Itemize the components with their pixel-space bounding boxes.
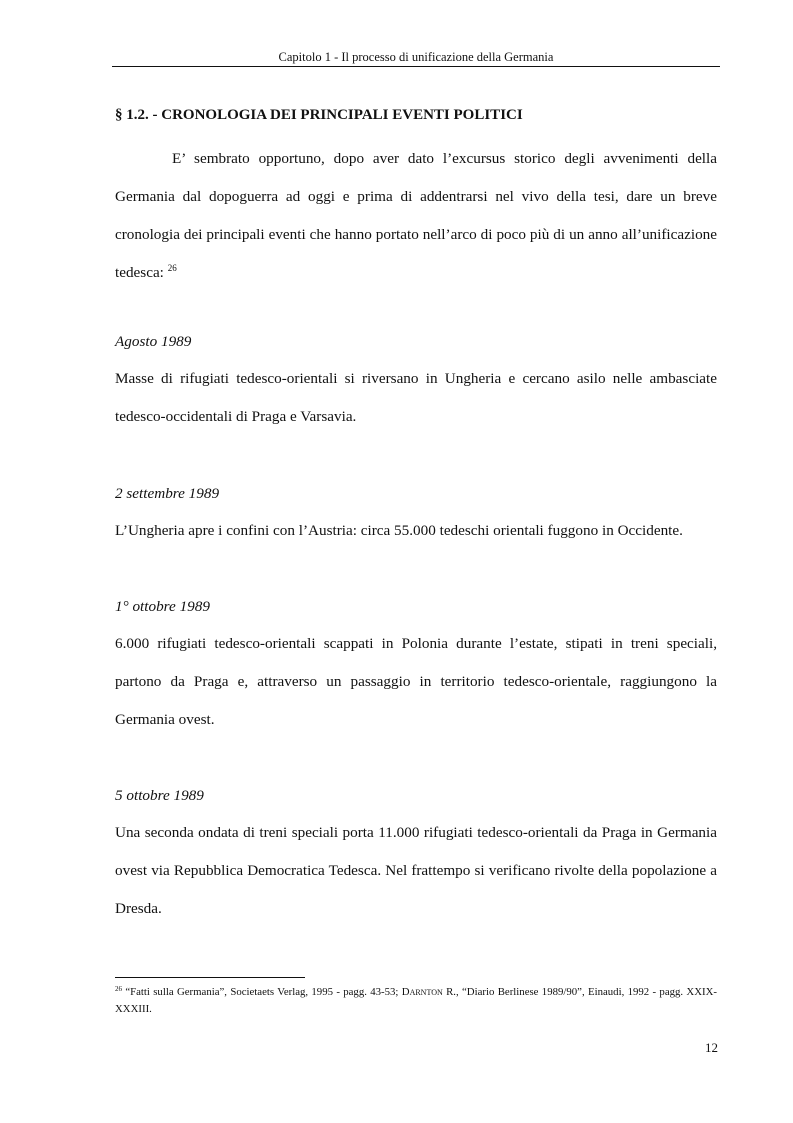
footnote-separator: [115, 977, 305, 978]
event-text: 6.000 rifugiati tedesco-orientali scappati in Polonia durante l’estate, stipati in treni speciali, partono da Praga e, attraverso un passaggio in territorio tedesco-orientale, raggiungono la Germania ovest.: [115, 635, 717, 728]
intro-text: E’ sembrato opportuno, dopo aver dato l’excursus storico degli avvenimenti della Germania dal dopoguerra ad oggi e prima di addentrarsi nel vivo della tesi, dare un breve cronologia dei principali eventi che hanno portato nell’arco di poco più di un anno all’unificazione tedesca:: [115, 150, 717, 281]
footnote: [115, 984, 717, 1018]
section-title: § 1.2. - CRONOLOGIA DEI PRINCIPALI EVENTI POLITICI: [115, 107, 523, 123]
event-text: Una seconda ondata di treni speciali porta 11.000 rifugiati tedesco-orientali da Praga in Germania ovest via Repubblica Democratica Tedesca. Nel frattempo si verificano rivolte della popolazione a Dresda.: [115, 824, 717, 917]
header-rule: [112, 66, 720, 67]
event-date: 2 settembre 1989: [115, 485, 220, 502]
footnote-reference[interactable]: 26: [167, 263, 177, 273]
footnote-author: Darnton: [401, 986, 443, 998]
footnote-source-continued: R., “Diario Berlinese 1989/90”, Einaudi, 1992 - pagg. XXIX-XXXIII.: [115, 986, 718, 1015]
footnote-number: 26: [115, 985, 122, 993]
running-header: Capitolo 1 - Il processo di unificazione della Germania: [278, 50, 554, 64]
page-number: 12: [705, 1040, 718, 1055]
event-text: Masse di rifugiati tedesco-orientali si riversano in Ungheria e cercano asilo nelle ambasciate tedesco-occidentali di Praga e Varsavia.: [115, 370, 717, 425]
footnote-source: “Fatti sulla Germania”, Societaets Verlag, 1995 - pagg. 43-53;: [125, 986, 399, 998]
event-date: 5 ottobre 1989: [115, 787, 204, 804]
intro-paragraph: [115, 140, 717, 292]
event-date: 1° ottobre 1989: [115, 598, 210, 615]
event-date: Agosto 1989: [115, 333, 192, 350]
event-text: L’Ungheria apre i confini con l’Austria: circa 55.000 tedeschi orientali fuggono in Occidente.: [115, 522, 683, 539]
